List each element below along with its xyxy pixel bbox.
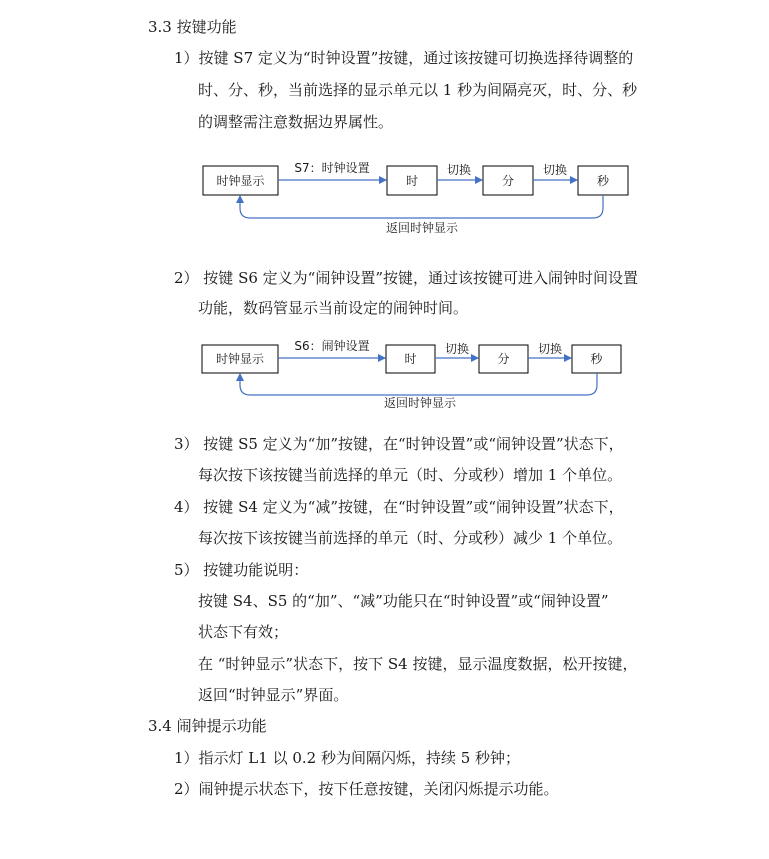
- minute-box-label: 分: [501, 174, 515, 188]
- section-heading-3-4: 3.4 闹钟提示功能: [148, 717, 267, 735]
- paragraph-1-line-3: 的调整需注意数据边界属性。: [198, 113, 394, 131]
- paragraph-4-line-2: 每次按下该按键当前选择的单元（时、分或秒）减少 1 个单位。: [198, 529, 623, 547]
- return-arrow-label: 返回时钟显示: [385, 221, 459, 235]
- diagram-1: [203, 160, 628, 235]
- paragraph-2-line-1: 2） 按键 S6 定义为“闹钟设置”按键，通过该按键可进入闹钟时间设置: [174, 269, 639, 287]
- switch-arrow-2-label: 切换: [542, 163, 568, 177]
- paragraph-5-line-3: 状态下有效；: [198, 623, 289, 641]
- switch-arrow-2-label: 切换: [537, 342, 563, 356]
- paragraph-3-line-1: 3） 按键 S5 定义为“加”按键，在“时钟设置”或“闹钟设置”状态下，: [174, 435, 624, 453]
- set-arrow-label: S6：闹钟设置: [294, 339, 370, 353]
- return-arrow: [240, 195, 603, 218]
- hour-box-label: 时: [404, 352, 417, 366]
- minute-box-label: 分: [497, 352, 510, 366]
- section-heading-3-3: 3.3 按键功能: [148, 18, 237, 36]
- second-box-label: 秒: [590, 352, 603, 366]
- hour-box-label: 时: [405, 174, 419, 188]
- second-box-label: 秒: [596, 174, 610, 188]
- paragraph-1-line-1: 1）按键 S7 定义为“时钟设置”按键，通过该按键可切换选择待调整的: [174, 49, 634, 67]
- paragraph-5-line-5: 返回“时钟显示”界面。: [198, 686, 349, 704]
- return-arrow-label: 返回时钟显示: [383, 396, 457, 410]
- alarm-item-1: 1）指示灯 L1 以 0.2 秒为间隔闪烁，持续 5 秒钟；: [174, 749, 521, 767]
- paragraph-3-line-2: 每次按下该按键当前选择的单元（时、分或秒）增加 1 个单位。: [198, 466, 623, 484]
- alarm-item-2: 2）闹钟提示状态下，按下任意按键，关闭闪烁提示功能。: [174, 780, 559, 798]
- switch-arrow-1-label: 切换: [444, 342, 470, 356]
- return-arrow: [240, 373, 597, 395]
- paragraph-2-line-2: 功能，数码管显示当前设定的闹钟时间。: [198, 299, 469, 317]
- display-box-label: 时钟显示: [216, 174, 265, 188]
- display-box-label: 时钟显示: [215, 352, 265, 366]
- diagram-2: [202, 338, 621, 410]
- switch-arrow-1-label: 切换: [446, 163, 472, 177]
- paragraph-4-line-1: 4） 按键 S4 定义为“减”按键，在“时钟设置”或“闹钟设置”状态下，: [174, 498, 624, 516]
- paragraph-5-line-1: 5） 按键功能说明：: [174, 561, 309, 579]
- paragraph-1-line-2: 时、分、秒，当前选择的显示单元以 1 秒为间隔亮灭，时、分、秒: [198, 81, 638, 99]
- paragraph-5-line-4: 在 “时钟显示”状态下，按下 S4 按键，显示温度数据，松开按键，: [198, 655, 638, 673]
- paragraph-5-line-2: 按键 S4、S5 的“加”、“减”功能只在“时钟设置”或“闹钟设置”: [198, 592, 609, 610]
- set-arrow-label: S7：时钟设置: [294, 161, 370, 175]
